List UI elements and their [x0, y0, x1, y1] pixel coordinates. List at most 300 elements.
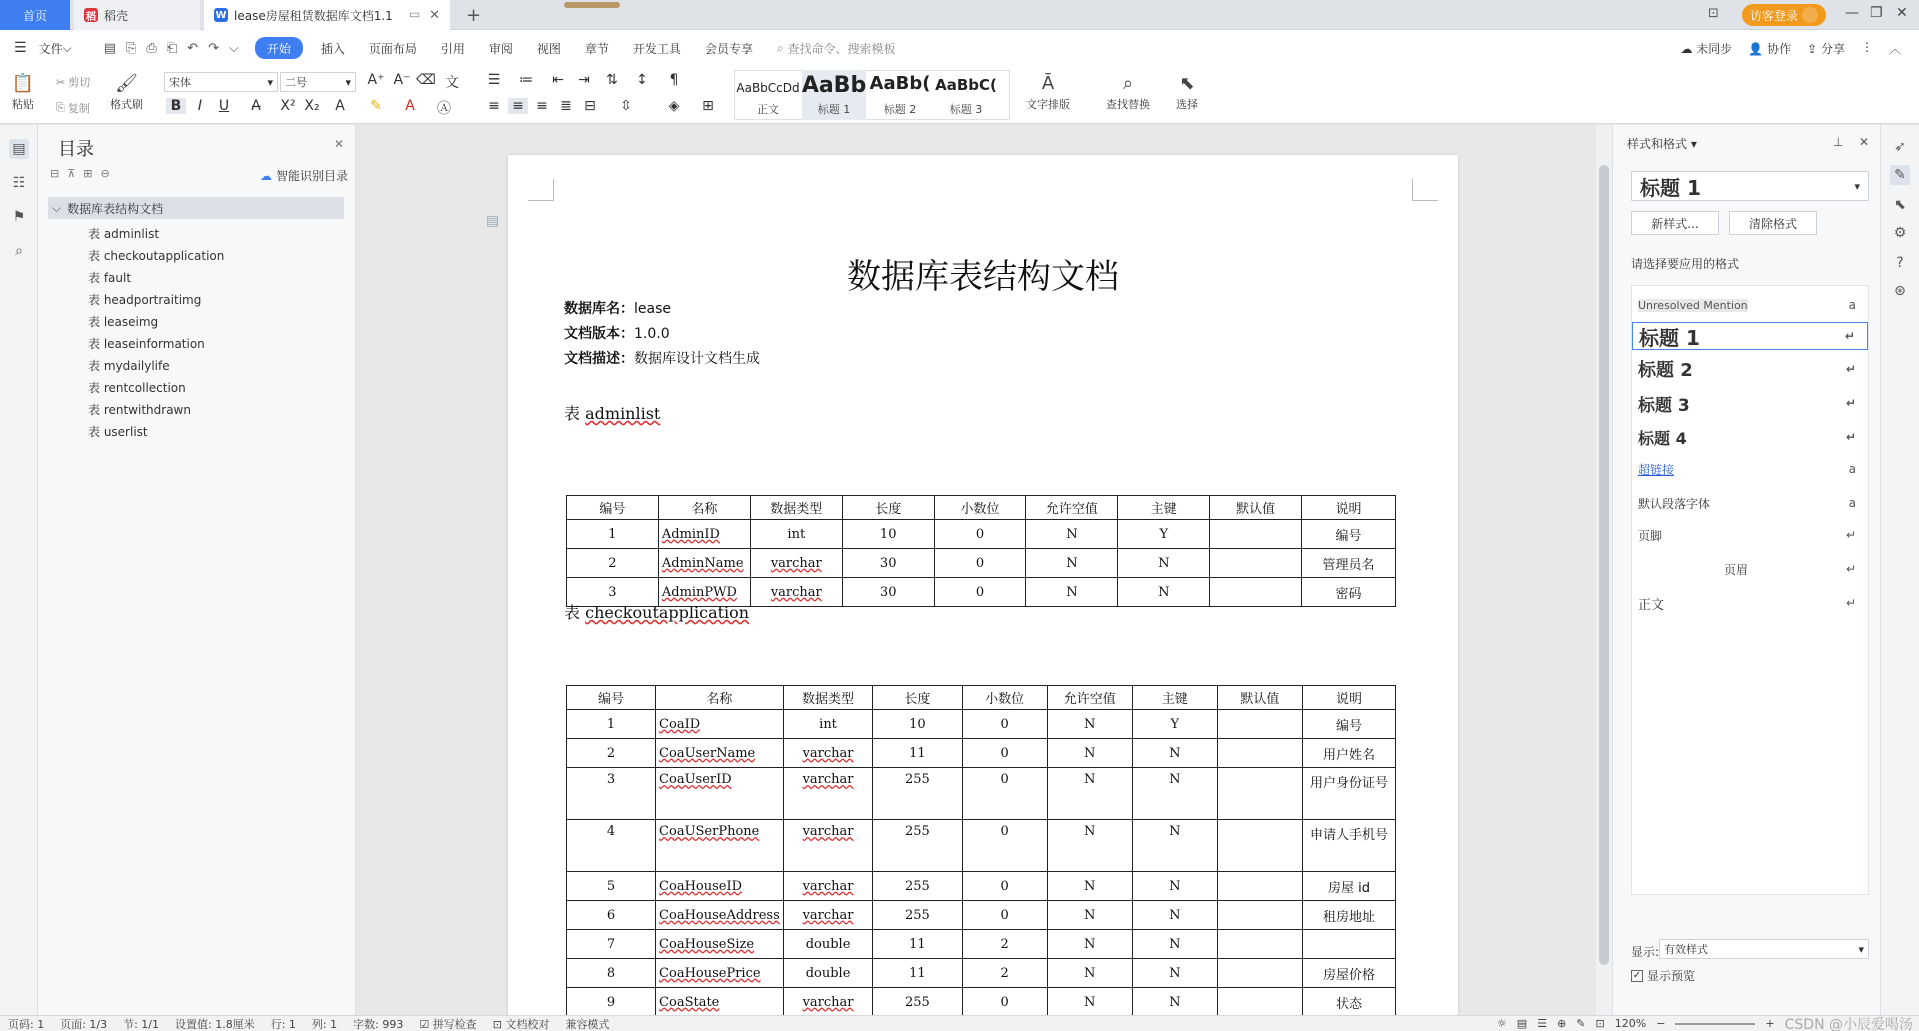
table-cell[interactable] — [842, 578, 934, 607]
collapse-all-icon[interactable]: ⊟ — [50, 167, 60, 180]
cell-text: 10 — [909, 716, 926, 732]
rocket-icon[interactable]: ➶ — [1894, 139, 1906, 155]
clear-format-button[interactable]: 清除格式 — [1729, 211, 1817, 235]
table-cell[interactable] — [962, 959, 1047, 988]
table-cell[interactable] — [873, 872, 962, 901]
table-cell[interactable] — [656, 710, 784, 739]
move-up-icon[interactable]: ⊼ — [67, 167, 76, 180]
style-heading3-preview: AaBbC( — [935, 76, 997, 94]
table-cell[interactable] — [567, 872, 656, 901]
table-cell[interactable] — [783, 739, 873, 768]
restore-icon[interactable]: ❐ — [1870, 5, 1883, 21]
toc-item[interactable]: 表 leaseinformation — [88, 337, 205, 351]
table-cell[interactable] — [1217, 739, 1302, 768]
bold-button[interactable]: B — [166, 98, 186, 114]
table-cell[interactable] — [750, 578, 842, 607]
distributed-icon[interactable]: ⊟ — [584, 98, 596, 114]
fit-page-icon[interactable]: ⊡ — [1595, 1017, 1605, 1030]
table-cell[interactable] — [656, 901, 784, 930]
status-word-count[interactable]: 字数: 993 — [353, 1017, 404, 1031]
table-cell[interactable] — [1047, 872, 1132, 901]
table-cell[interactable] — [1118, 578, 1210, 607]
table-cell[interactable] — [1302, 549, 1396, 578]
translate-icon[interactable]: ⊛ — [1894, 283, 1906, 299]
table-cell[interactable] — [567, 988, 656, 1017]
tab-home[interactable] — [0, 0, 70, 30]
column-header: 说明 — [1302, 496, 1396, 520]
table-cell[interactable] — [1217, 959, 1302, 988]
style-item-heading3[interactable] — [1632, 390, 1868, 416]
window-mode-icon[interactable]: ⊡ — [1708, 6, 1719, 21]
find-replace-button[interactable] — [1106, 70, 1150, 112]
table-cell[interactable] — [1047, 710, 1132, 739]
style-item-hyperlink[interactable] — [1632, 458, 1868, 480]
outdent-icon[interactable]: ⇤ — [552, 72, 564, 88]
menu-page-layout[interactable]: 页面布局 — [368, 41, 417, 56]
table-row — [567, 549, 1396, 578]
table-cell[interactable] — [1302, 520, 1396, 549]
increase-font-icon[interactable]: A⁺ — [367, 72, 385, 88]
table-cell[interactable] — [1026, 520, 1118, 549]
show-marks-icon[interactable]: ¶ — [669, 72, 679, 88]
toc-item[interactable]: 表 checkoutapplication — [88, 249, 225, 263]
ribbon-toolbar — [0, 66, 1919, 124]
table-cell[interactable] — [873, 820, 962, 872]
close-icon[interactable]: ✕ — [334, 137, 345, 151]
format-painter-button[interactable] — [110, 70, 143, 112]
table-cell[interactable] — [656, 872, 784, 901]
cell-text: varchar — [770, 584, 822, 600]
menu-view[interactable]: 视图 — [536, 41, 561, 56]
table-cell[interactable] — [1132, 768, 1217, 820]
more-icon[interactable]: ⋮ — [1860, 39, 1873, 54]
menu-references[interactable]: 引用 — [440, 41, 465, 56]
table-cell[interactable] — [567, 820, 656, 872]
table-cell[interactable] — [783, 872, 873, 901]
table-cell[interactable] — [1118, 520, 1210, 549]
table-cell[interactable] — [1302, 959, 1395, 988]
cell-text: 2 — [1000, 965, 1009, 981]
adjust-icon[interactable]: ⚙ — [1893, 225, 1907, 241]
status-page-number[interactable]: 页码: 1 — [8, 1017, 45, 1031]
table-cell[interactable] — [1302, 820, 1395, 872]
table-cell[interactable] — [1302, 768, 1395, 820]
chevron-down-icon: ▾ — [1858, 942, 1864, 956]
cell-text: 0 — [1000, 772, 1009, 787]
show-filter-select[interactable] — [1659, 939, 1869, 959]
table-cell[interactable] — [567, 739, 656, 768]
cell-text: N — [1084, 824, 1096, 839]
table-cell[interactable] — [656, 959, 784, 988]
cell-text: 管理员名 — [1322, 557, 1375, 573]
cell-text: varchar — [802, 772, 854, 787]
tab-daoke-label: 稻壳 — [104, 8, 129, 23]
table-cell[interactable] — [1047, 901, 1132, 930]
text-layout-button[interactable] — [1026, 70, 1070, 112]
cell-text: CoaHouseSize — [659, 936, 755, 952]
toc-item[interactable]: 表 rentwithdrawn — [88, 403, 191, 417]
line-spacing-icon[interactable]: ↕ — [636, 72, 648, 88]
cell-text: varchar — [802, 745, 854, 761]
table-cell[interactable] — [783, 901, 873, 930]
table-cell[interactable] — [1132, 872, 1217, 901]
table-cell[interactable] — [1302, 988, 1395, 1017]
pin-icon[interactable]: ⊥ — [1833, 135, 1844, 149]
style-item-default-font[interactable] — [1632, 492, 1868, 514]
cell-text: int — [787, 526, 806, 542]
align-right-icon[interactable]: ≡ — [536, 98, 548, 114]
table-cell[interactable] — [1302, 710, 1395, 739]
table-cell[interactable] — [1047, 959, 1132, 988]
font-color-icon[interactable]: A — [405, 98, 415, 114]
strikethrough-button[interactable]: A̶ — [251, 98, 261, 114]
cell-text: AdminPWD — [661, 584, 737, 600]
char-border-icon[interactable]: Ⓐ — [437, 101, 451, 117]
table-cell[interactable] — [962, 820, 1047, 872]
style-item-heading4[interactable] — [1632, 424, 1868, 450]
close-tab-icon[interactable]: ✕ — [429, 7, 440, 23]
styles-panel — [1612, 125, 1880, 1015]
toc-item[interactable]: 表 mydailylife — [88, 359, 170, 373]
status-page[interactable]: 页面: 1/3 — [60, 1017, 108, 1031]
style-heading1-preview: AaBb — [801, 73, 867, 98]
zoom-out-icon[interactable]: − — [1656, 1017, 1666, 1030]
table-cell[interactable] — [567, 549, 659, 578]
cell-text: N — [1084, 745, 1096, 761]
style-item-footer[interactable] — [1632, 524, 1868, 546]
table-cell[interactable] — [1302, 578, 1396, 607]
writer-logo-icon: W — [215, 9, 227, 21]
table-cell[interactable] — [962, 739, 1047, 768]
table-cell[interactable] — [1302, 901, 1395, 930]
tab-document-label: lease房屋租赁数据库文档1.1 — [234, 8, 393, 23]
cell-text: 255 — [905, 824, 930, 839]
font-family-select[interactable] — [164, 72, 278, 92]
zoom-level[interactable]: 120% — [1614, 1017, 1647, 1030]
table-checkoutapplication — [566, 685, 1396, 1017]
cell-text: CoaHouseAddress — [659, 907, 780, 923]
table-cell[interactable] — [1302, 739, 1395, 768]
tab-daoke[interactable] — [74, 0, 200, 30]
pin-icon[interactable]: ▭ — [409, 7, 421, 21]
spell-check-toggle[interactable]: ☑ 拼写检查 — [419, 1017, 477, 1031]
table-cell[interactable] — [656, 739, 784, 768]
cell-text: varchar — [802, 824, 854, 839]
menu-chapter[interactable]: 章节 — [584, 41, 609, 56]
sort-icon[interactable]: ⇅ — [606, 72, 618, 88]
document-area[interactable] — [356, 125, 1596, 1015]
style-pen-icon[interactable]: ✎ — [1890, 165, 1910, 185]
style-item-label: 标题 4 — [1638, 428, 1687, 448]
highlight-icon[interactable]: ✎ — [370, 98, 382, 114]
write-mode-icon[interactable]: ✎ — [1576, 1017, 1586, 1030]
style-heading1[interactable] — [802, 70, 866, 120]
table-cell[interactable] — [656, 930, 784, 959]
new-style-button[interactable]: 新样式... — [1631, 211, 1719, 235]
bullet-list-icon[interactable]: ☰ — [487, 72, 501, 88]
cursor-icon[interactable]: ⬉ — [1894, 197, 1906, 213]
italic-button[interactable]: I — [197, 98, 203, 114]
menu-review[interactable]: 审阅 — [488, 41, 513, 56]
table-cell[interactable] — [1132, 901, 1217, 930]
table-row — [567, 988, 1396, 1017]
proofread-label: 文档校对 — [505, 1017, 550, 1031]
table-cell[interactable] — [1132, 820, 1217, 872]
table-cell[interactable] — [1047, 930, 1132, 959]
table-cell[interactable] — [783, 820, 873, 872]
table-cell[interactable] — [656, 820, 784, 872]
toc-root-item[interactable] — [48, 197, 344, 219]
styles-panel-title: 样式和格式 — [1627, 137, 1688, 151]
search-icon[interactable]: ⌕ — [15, 243, 23, 259]
menu-developer[interactable]: 开发工具 — [632, 41, 681, 56]
section-prefix: 表 — [564, 603, 581, 622]
style-item-header[interactable] — [1632, 558, 1868, 580]
table-cell[interactable] — [1132, 959, 1217, 988]
cell-text: 3 — [608, 584, 617, 600]
table-cell[interactable] — [962, 901, 1047, 930]
cell-text: AdminID — [661, 526, 720, 542]
paragraph-spacing-icon[interactable]: ⇳ — [620, 98, 632, 114]
table-cell[interactable] — [962, 988, 1047, 1017]
drag-handle[interactable] — [564, 2, 620, 8]
table-cell[interactable] — [567, 710, 656, 739]
shading-icon[interactable]: ◈ — [668, 98, 680, 114]
document-page[interactable] — [508, 155, 1458, 1031]
table-cell[interactable] — [1132, 710, 1217, 739]
add-item-icon[interactable]: ⊞ — [83, 167, 93, 180]
styles-panel-header[interactable]: 样式和格式 ▾ — [1627, 137, 1697, 151]
table-cell[interactable] — [567, 959, 656, 988]
table-cell[interactable] — [873, 901, 962, 930]
table-cell[interactable] — [873, 988, 962, 1017]
table-cell[interactable] — [1047, 739, 1132, 768]
table-cell[interactable] — [658, 520, 750, 549]
table-cell[interactable] — [873, 930, 962, 959]
indent-icon[interactable]: ⇥ — [578, 72, 590, 88]
status-bar — [0, 1015, 1919, 1031]
web-view-icon[interactable]: ⊕ — [1557, 1017, 1567, 1030]
table-cell[interactable] — [1118, 549, 1210, 578]
hamburger-icon[interactable]: ☰ — [14, 40, 27, 56]
underline-button[interactable]: U — [218, 98, 230, 114]
clear-format-icon[interactable]: ⌫ — [416, 72, 436, 88]
table-cell[interactable] — [1217, 901, 1302, 930]
toc-item[interactable]: 表 userlist — [88, 425, 148, 439]
cell-text: 6 — [606, 907, 616, 923]
paste-button[interactable] — [10, 70, 36, 112]
table-cell[interactable] — [962, 930, 1047, 959]
table-cell[interactable] — [783, 959, 873, 988]
table-cell[interactable] — [567, 901, 656, 930]
left-nav-rail — [0, 125, 38, 1015]
help-icon[interactable]: ? — [1896, 255, 1904, 271]
toc-panel-icon[interactable]: ▤ — [9, 139, 29, 159]
toc-item[interactable]: 表 adminlist — [88, 227, 160, 241]
quick-access-toolbar[interactable]: ▤⎘⎙⎗↶↷⌵ — [103, 40, 249, 56]
table-cell[interactable] — [1210, 520, 1302, 549]
chevron-down-icon: ▾ — [1854, 179, 1860, 193]
table-cell[interactable] — [1132, 930, 1217, 959]
command-search[interactable] — [765, 37, 908, 59]
table-cell[interactable] — [873, 739, 962, 768]
table-row — [567, 710, 1396, 739]
current-style-select[interactable] — [1631, 171, 1869, 201]
scrollbar-thumb[interactable] — [1599, 165, 1609, 965]
toc-root-label: 数据库表结构文档 — [67, 201, 164, 216]
smart-toc-button[interactable] — [260, 167, 348, 184]
table-cell[interactable] — [567, 520, 659, 549]
table-cell[interactable] — [567, 930, 656, 959]
minimize-icon[interactable]: — — [1845, 5, 1859, 21]
table-cell[interactable] — [873, 768, 962, 820]
table-cell[interactable] — [750, 549, 842, 578]
style-heading3[interactable] — [934, 70, 998, 120]
table-cell[interactable] — [783, 930, 873, 959]
table-cell[interactable] — [934, 520, 1026, 549]
style-item-heading1[interactable] — [1632, 322, 1868, 350]
bookmark-icon[interactable]: ⚑ — [12, 209, 26, 225]
cell-text: 255 — [905, 907, 930, 923]
table-cell[interactable] — [1047, 988, 1132, 1017]
table-cell[interactable] — [1132, 739, 1217, 768]
style-item-heading2[interactable] — [1632, 356, 1868, 382]
table-cell[interactable] — [783, 710, 873, 739]
table-cell[interactable] — [842, 520, 934, 549]
doc-nav-icon[interactable]: ▤ — [486, 213, 500, 229]
table-cell[interactable] — [1217, 930, 1302, 959]
table-cell[interactable] — [1217, 710, 1302, 739]
guest-login-button[interactable] — [1742, 4, 1826, 26]
table-cell[interactable] — [1026, 578, 1118, 607]
proofread-button[interactable]: ⊡ 文档校对 — [492, 1017, 550, 1031]
tab-home-label: 首页 — [22, 8, 47, 23]
menu-file[interactable]: 文件 ⌵ — [38, 40, 72, 56]
style-normal[interactable] — [736, 70, 800, 120]
style-item-label: 标题 3 — [1638, 395, 1690, 416]
subscript-button[interactable]: X₂ — [304, 98, 320, 114]
table-cell[interactable] — [1217, 872, 1302, 901]
show-preview-checkbox[interactable] — [1631, 967, 1695, 984]
copy-button[interactable] — [56, 100, 90, 116]
cell-text: 4 — [606, 824, 616, 839]
vertical-scrollbar[interactable] — [1596, 125, 1612, 1015]
align-center-icon[interactable]: ≡ — [508, 98, 528, 114]
toc-item[interactable]: 表 headportraitimg — [88, 293, 202, 307]
status-section[interactable]: 节: 1/1 — [123, 1017, 160, 1031]
table-cell[interactable] — [1047, 768, 1132, 820]
toc-item[interactable]: 表 rentcollection — [88, 381, 186, 395]
new-tab-icon[interactable]: + — [466, 5, 482, 26]
table-cell[interactable] — [1217, 768, 1302, 820]
align-left-icon[interactable]: ≡ — [488, 98, 500, 114]
table-cell[interactable] — [1047, 820, 1132, 872]
status-compat-mode: 兼容模式 — [565, 1017, 610, 1031]
collab-button[interactable]: 👤 协作 — [1748, 41, 1792, 56]
text-effect-button[interactable]: A — [335, 98, 345, 114]
style-heading2[interactable] — [868, 70, 932, 120]
table-cell[interactable] — [1217, 988, 1302, 1017]
cell-text: N — [1084, 936, 1096, 952]
table-cell[interactable] — [783, 768, 873, 820]
zoom-slider[interactable] — [1675, 1023, 1755, 1025]
table-cell[interactable] — [1132, 988, 1217, 1017]
status-setting[interactable]: 设置值: 1.8厘米 — [175, 1017, 255, 1031]
style-item-normal[interactable] — [1632, 592, 1868, 614]
zoom-in-icon[interactable]: + — [1765, 1017, 1775, 1030]
cut-button[interactable] — [56, 74, 90, 90]
select-button[interactable] — [1174, 70, 1200, 112]
cell-text: 密码 — [1335, 586, 1362, 602]
sync-status[interactable]: ☁ 未同步 — [1680, 41, 1733, 56]
toc-item[interactable]: 表 leaseimg — [88, 315, 159, 329]
table-cell[interactable] — [1302, 930, 1395, 959]
eye-protect-icon[interactable]: ☼ — [1496, 1017, 1507, 1030]
table-cell[interactable] — [1210, 578, 1302, 607]
brush-icon: 🖌 — [115, 72, 138, 94]
toc-item[interactable]: 表 fault — [88, 271, 132, 285]
table-cell[interactable] — [656, 988, 784, 1017]
meta-desc-label: 文档描述： — [564, 351, 634, 367]
meta-db — [564, 298, 671, 318]
decrease-font-icon[interactable]: A⁻ — [393, 72, 411, 88]
style-item-unresolved[interactable] — [1632, 294, 1868, 316]
style-heading1-label: 标题 1 — [817, 103, 851, 116]
table-cell[interactable] — [962, 768, 1047, 820]
remove-item-icon[interactable]: ⊖ — [100, 167, 110, 180]
outline-view-icon[interactable]: ☰ — [1537, 1017, 1548, 1030]
meta-desc — [564, 348, 760, 368]
cell-text: N — [1084, 878, 1096, 894]
cell-text: N — [1169, 994, 1181, 1010]
collapse-ribbon-icon[interactable]: ︿ — [1888, 41, 1901, 56]
page-view-icon[interactable]: ▤ — [1516, 1017, 1528, 1030]
close-window-icon[interactable]: ✕ — [1896, 5, 1908, 21]
table-cell[interactable] — [656, 768, 784, 820]
table-cell[interactable] — [1217, 820, 1302, 872]
tab-document[interactable] — [204, 0, 450, 30]
table-cell[interactable] — [783, 988, 873, 1017]
table-cell[interactable] — [1210, 549, 1302, 578]
justify-icon[interactable]: ≣ — [560, 98, 572, 114]
table-cell[interactable] — [842, 549, 934, 578]
close-icon[interactable]: ✕ — [1859, 135, 1870, 149]
find-replace-label: 查找替换 — [1106, 98, 1150, 111]
table-cell[interactable] — [567, 768, 656, 820]
numbered-list-icon[interactable]: ≔ — [519, 72, 533, 88]
table-cell[interactable] — [962, 710, 1047, 739]
table-cell[interactable] — [873, 959, 962, 988]
table-cell[interactable] — [962, 872, 1047, 901]
menu-home[interactable]: 开始 — [255, 37, 303, 59]
table-cell[interactable] — [934, 578, 1026, 607]
table-cell[interactable] — [1302, 872, 1395, 901]
menu-insert[interactable]: 插入 — [320, 41, 345, 56]
table-cell[interactable] — [750, 520, 842, 549]
font-size-select[interactable] — [280, 72, 356, 92]
table-cell[interactable] — [873, 710, 962, 739]
phonetic-icon[interactable]: 文 — [445, 75, 459, 91]
outline-icon[interactable]: ☷ — [12, 175, 26, 191]
table-cell[interactable] — [934, 549, 1026, 578]
table-cell[interactable] — [1026, 549, 1118, 578]
borders-icon[interactable]: ⊞ — [702, 98, 714, 114]
right-tool-rail — [1880, 125, 1919, 1015]
share-button[interactable]: ⇪ 分享 — [1807, 41, 1845, 56]
table-cell[interactable] — [658, 549, 750, 578]
menu-member[interactable]: 会员专享 — [704, 41, 753, 56]
superscript-button[interactable]: X² — [280, 98, 296, 114]
